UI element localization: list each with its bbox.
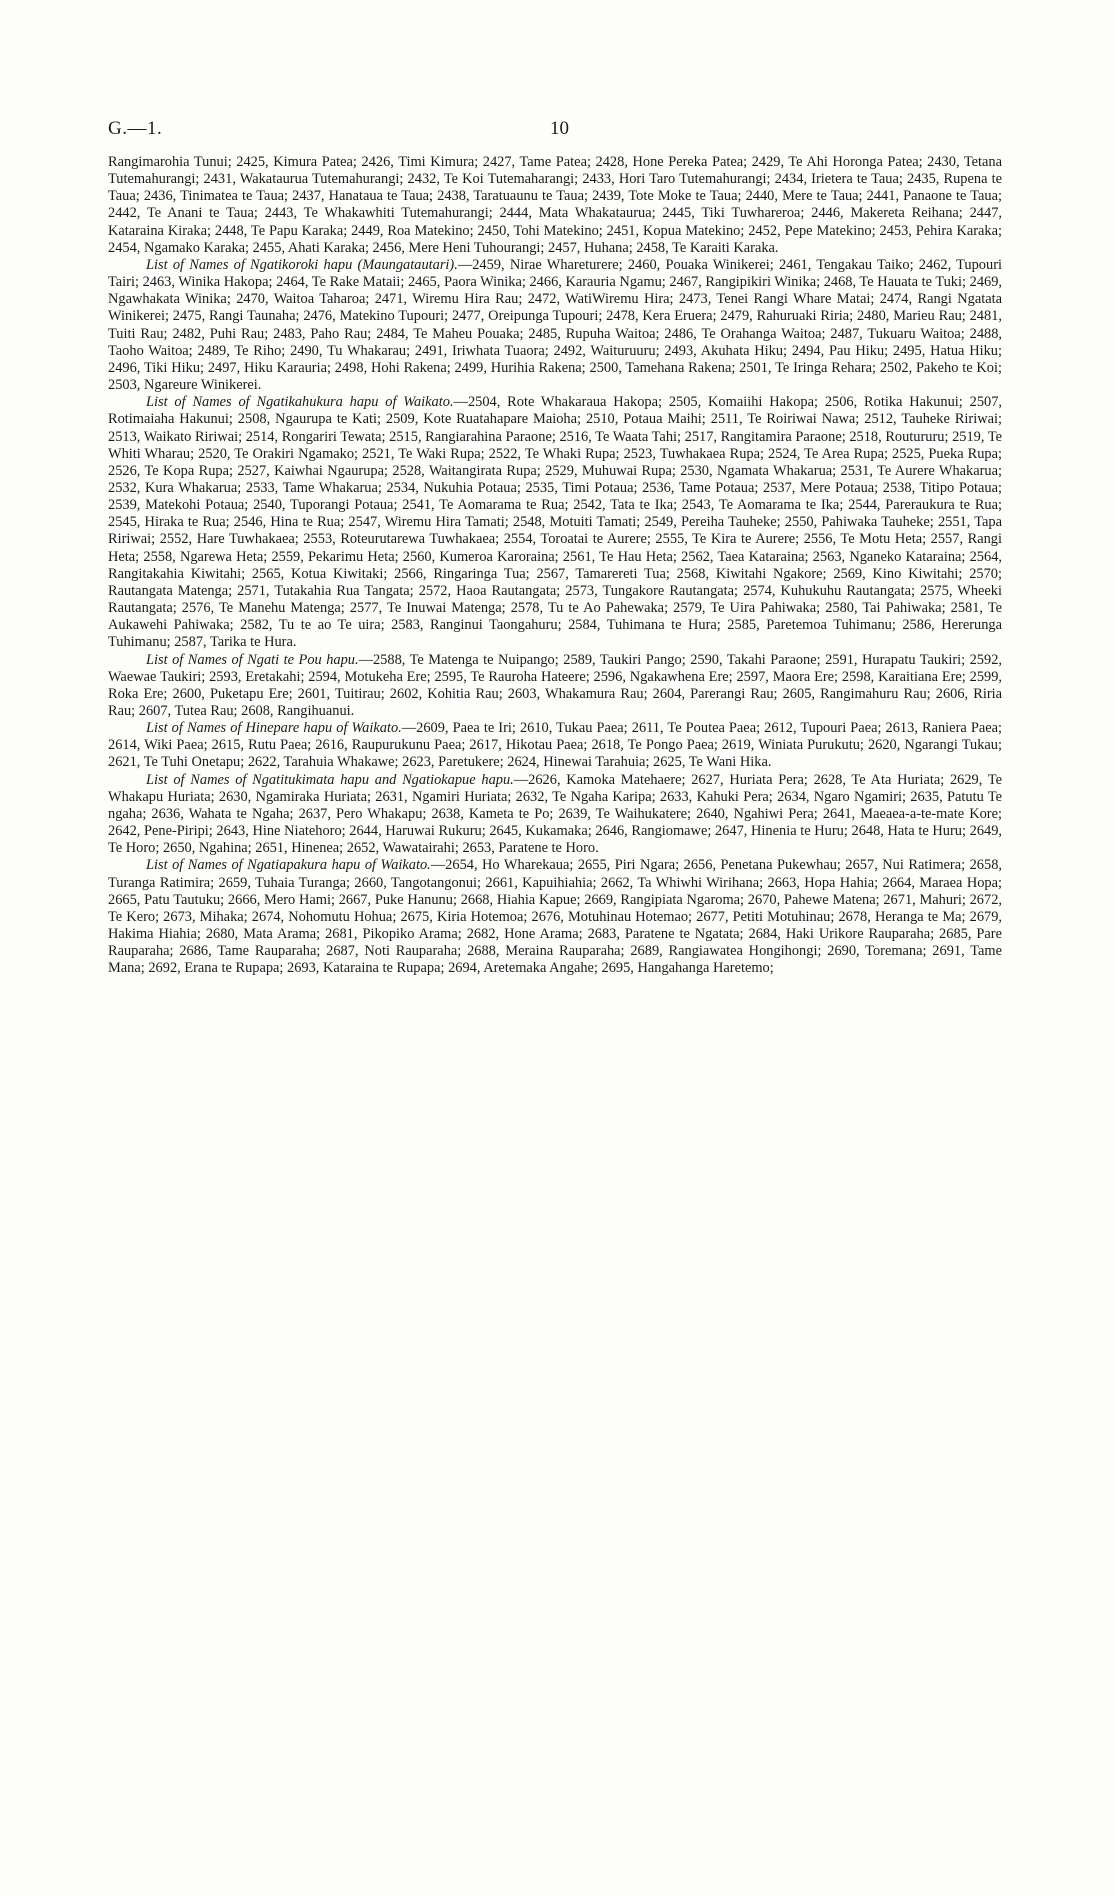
page-number: 10 xyxy=(550,118,569,139)
paragraph-text: —2654, Ho Wharekaua; 2655, Piri Ngara; 2656, Penetana Pukewhau; 2657, Nui Ratimera; 2658, Turanga Ratimira; 2659, Tuhaia Turanga; 2660, Tangotangonui; 2661, Kapuihiahia; 2662, Ta Whiwhi Wirihana; 2663, Hopa Hahia; 2664, Maraea Hopa; 2665, Patu Tautuku; 2666, Mero Hami; 2667, Puke Hanunu; 2668, Hiahia Kapue; 2669, Rangipiata Ngaroma; 2670, Pahewe Matena; 2671, Mahuri; 2672, Te Kero; 2673, Mihaka; 2674, Nohomutu Hohua; 2675, Kiria Hotemoa; 2676, Motuhinau Hotemao; 2677, Petiti Motuhinau; 2678, Heranga te Ma; 2679, Hakima Hiahia; 2680, Mata Arama; 2681, Pikopiko Arama; 2682, Hone Arama; 2683, Paratene te Ngatata; 2684, Haki Urikore Rauparaha; 2685, Pare Rauparaha; 2686, Tame Rauparaha; 2687, Noti Rauparaha; 2688, Meraina Rauparaha; 2689, Rangiawatea Hongihongi; 2690, Toremana; 2691, Tame Mana; 2692, Erana te Rupapa; 2693, Kataraina te Rupapa; 2694, Aretemaka Angahe; 2695, Hangahanga Haretemo; xyxy=(108,857,1002,977)
list-title: List of Names of Ngatikahukura hapu of Waikato. xyxy=(146,394,454,411)
running-header xyxy=(108,118,1008,144)
paragraph-text: —2626, Kamoka Matehaere; 2627, Huriata Pera; 2628, Te Ata Huriata; 2629, Te Whakapu Huriata; 2630, Ngamiraka Huriata; 2631, Ngamiri Huriata; 2632, Te Ngaha Karipa; 2633, Kahuki Pera; 2634, Ngaro Ngamiri; 2635, Patutu Te ngaha; 2636, Wahata te Ngaha; 2637, Pero Whakapu; 2638, Kameta te Po; 2639, Te Waihukatere; 2640, Ngahiwi Pera; 2641, Maeaea-a-te-mate Kore; 2642, Pene-Piripi; 2643, Hine Niatehoro; 2644, Haruwai Rukuru; 2645, Kukamaka; 2646, Rangiomawe; 2647, Hinenia te Huru; 2648, Hata te Huru; 2649, Te Horo; 2650, Ngahina; 2651, Hinenea; 2652, Wawatairahi; 2653, Paratene te Horo. xyxy=(108,771,1003,857)
paragraph-ngatiapakura xyxy=(108,857,1002,977)
paragraph-continuation xyxy=(108,154,1002,257)
paragraph-text: —2609, Paea te Iri; 2610, Tukau Paea; 2611, Te Poutea Paea; 2612, Tupouri Paea; 2613, Raniera Paea; 2614, Wiki Paea; 2615, Rutu Paea; 2616, Raupurukunu Paea; 2617, Hikotau Paea; 2618, Te Pongo Paea; 2619, Winiata Purukutu; 2620, Ngarangi Tukau; 2621, Te Tuhi Onetapu; 2622, Tarahuia Whakawe; 2623, Paretukere; 2624, Hinewai Tarahuia; 2625, Te Wani Hika. xyxy=(108,720,1002,771)
list-title: List of Names of Ngati te Pou hapu. xyxy=(146,651,359,668)
paragraph-text: Rangimarohia Tunui; 2425, Kimura Patea; 2426, Timi Kimura; 2427, Tame Patea; 2428, Hone Pereka Patea; 2429, Te Ahi Horonga Patea; 2430, Tetana Tutemahurangi; 2431, Wakataurua Tutemahurangi; 2432, Te Koi Tutemaharangi; 2433, Hori Taro Tutemahurangi; 2434, Irietera te Taua; 2435, Rupena te Taua; 2436, Tinimatea te Taua; 2437, Hanataua te Taua; 2438, Taratuaunu te Taua; 2439, Tote Moke te Taua; 2440, Mere te Taua; 2441, Panaone te Taua; 2442, Te Anani te Taua; 2443, Te Whakawhiti Tutemahurangi; 2444, Mata Whakataurua; 2445, Tiki Tuwhareroa; 2446, Makereta Reihana; 2447, Kataraina Kiraka; 2448, Te Papu Karaka; 2449, Roa Matekino; 2450, Tohi Matekino; 2451, Kopua Matekino; 2452, Pepe Matekino; 2453, Pehira Karaka; 2454, Ngamako Karaka; 2455, Ahati Karaka; 2456, Mere Heni Tuhourangi; 2457, Huhana; 2458, Te Karaiti Karaka. xyxy=(108,154,1002,256)
document-reference: G.—1. xyxy=(108,118,163,139)
body-text xyxy=(108,154,1002,978)
paragraph-ngatitukimata xyxy=(108,772,1002,858)
list-title: List of Names of Hinepare hapu of Waikato. xyxy=(146,720,402,737)
list-title: List of Names of Ngatikoroki hapu (Maungatautari). xyxy=(146,256,458,273)
paragraph-ngatikahukura xyxy=(108,394,1002,651)
paragraph-hinepare xyxy=(108,720,1002,771)
paragraph-text: —2459, Nirae Whareturere; 2460, Pouaka Winikerei; 2461, Tengakau Taiko; 2462, Tupouri Tairi; 2463, Winika Hakopa; 2464, Te Rake Mataii; 2465, Paora Winika; 2466, Karauria Ngamu; 2467, Rangipikiri Winika; 2468, Te Hauata te Tuki; 2469, Ngawhakata Winika; 2470, Waitoa Taharoa; 2471, Wiremu Hira Rau; 2472, WatiWiremu Hira; 2473, Tenei Rangi Whare Matai; 2474, Rangi Ngatata Winikerei; 2475, Rangi Taunaha; 2476, Matekino Tupouri; 2477, Oreipunga Tupouri; 2478, Kera Eruera; 2479, Rahuruaki Riria; 2480, Marieu Rau; 2481, Tuiti Rau; 2482, Puhi Rau; 2483, Paho Rau; 2484, Te Maheu Pouaka; 2485, Rupuha Waitoa; 2486, Te Orahanga Waitoa; 2487, Tukuaru Waitoa; 2488, Taoho Waitoa; 2489, Te Riho; 2490, Tu Whakarau; 2491, Iriwhata Tuaora; 2492, Waituruuru; 2493, Akuhata Hiku; 2494, Pau Hiku; 2495, Hatua Hiku; 2496, Tiki Hiku; 2497, Hiku Karauria; 2498, Hohi Rakena; 2499, Hurihia Rakena; 2500, Tamehana Rakena; 2501, Te Iringa Rehara; 2502, Pakeho te Koi; 2503, Ngareure Winikerei. xyxy=(108,256,1002,394)
paragraph-text: —2588, Te Matenga te Nuipango; 2589, Taukiri Pango; 2590, Takahi Paraone; 2591, Hurapatu Taukiri; 2592, Waewae Taukiri; 2593, Eretakahi; 2594, Motukeha Ere; 2595, Te Rauroha Hateere; 2596, Ngakawhena Ere; 2597, Maora Ere; 2598, Karaitiana Ere; 2599, Roka Ere; 2600, Puketapu Ere; 2601, Tuitirau; 2602, Kohitia Rau; 2603, Whakamura Rau; 2604, Parerangi Rau; 2605, Rangimahuru Rau; 2606, Riria Rau; 2607, Tutea Rau; 2608, Rangihuanui. xyxy=(108,651,1002,719)
paragraph-ngati-te-pou xyxy=(108,652,1002,721)
list-title: List of Names of Ngatiapakura hapu of Waikato. xyxy=(146,857,431,874)
list-title: List of Names of Ngatitukimata hapu and Ngatiokapue hapu. xyxy=(146,771,514,788)
paragraph-text: —2504, Rote Whakaraua Hakopa; 2505, Komaiihi Hakopa; 2506, Rotika Hakunui; 2507, Rotimaiaha Hakunui; 2508, Ngaurupa te Kati; 2509, Kote Ruatahapare Maioha; 2510, Potaua Maihi; 2511, Te Roiriwai Nawa; 2512, Tauheke Ririwai; 2513, Waikato Ririwai; 2514, Rongariri Tewata; 2515, Rangiarahina Paraone; 2516, Te Waata Tahi; 2517, Rangitamira Paraone; 2518, Routururu; 2519, Te Whiti Wharau; 2520, Te Orakiri Ngamako; 2521, Te Waki Rupa; 2522, Te Whaki Rupa; 2523, Tuwhakaea Rupa; 2524, Te Area Rupa; 2525, Pueka Rupa; 2526, Te Kopa Rupa; 2527, Kaiwhai Ngaurupa; 2528, Waitangirata Rupa; 2529, Muhuwai Rupa; 2530, Ngamata Whakarua; 2531, Te Aurere Whakarua; 2532, Kura Whakarua; 2533, Tame Whakarua; 2534, Nukuhia Potaua; 2535, Timi Potaua; 2536, Tame Potaua; 2537, Mere Potaua; 2538, Titipo Potaua; 2539, Matekohi Potaua; 2540, Tuporangi Potaua; 2541, Te Aomarama te Rua; 2542, Tata te Ika; 2543, Te Aomarama te Ika; 2544, Pareraukura te Rua; 2545, Hiraka te Rua; 2546, Hina te Rua; 2547, Wiremu Hira Tamati; 2548, Motuiti Tamati; 2549, Pereiha Tauheke; 2550, Pahiwaka Tauheke; 2551, Tapa Ririwai; 2552, Hare Tuwhakaea; 2553, Roteurutarewa Tuwhakaea; 2554, Toroatai te Aurere; 2555, Te Kira te Aurere; 2556, Te Motu Heta; 2557, Rangi Heta; 2558, Ngarewa Heta; 2559, Pekarimu Heta; 2560, Kumeroa Karoraina; 2561, Te Hau Heta; 2562, Taea Kataraina; 2563, Nganeko Kataraina; 2564, Rangitakahia Kiwitahi; 2565, Kotua Kiwitaki; 2566, Ringaringa Tua; 2567, Tamarereti Tua; 2568, Kiwitahi Ngakore; 2569, Kino Kiwitahi; 2570; Rautangata Matenga; 2571, Tutakahia Rua Tangata; 2572, Haoa Rautangata; 2573, Tungakore Rautangata; 2574, Kuhukuhu Rautangata; 2575, Wheeki Rautangata; 2576, Te Manehu Matenga; 2577, Te Inuwai Matenga; 2578, Tu te Ao Pahewaka; 2579, Te Uira Pahiwaka; 2580, Tai Pahiwaka; 2581, Te Aukawehi Pahiwaka; 2582, Tu te ao Te uira; 2583, Ranginui Taongahuru; 2584, Tuhimana te Hura; 2585, Paretemoa Tuhimanu; 2586, Hererunga Tuhimanu; 2587, Tarika te Hura. xyxy=(108,394,1003,651)
paragraph-ngatikoroki xyxy=(108,257,1002,394)
